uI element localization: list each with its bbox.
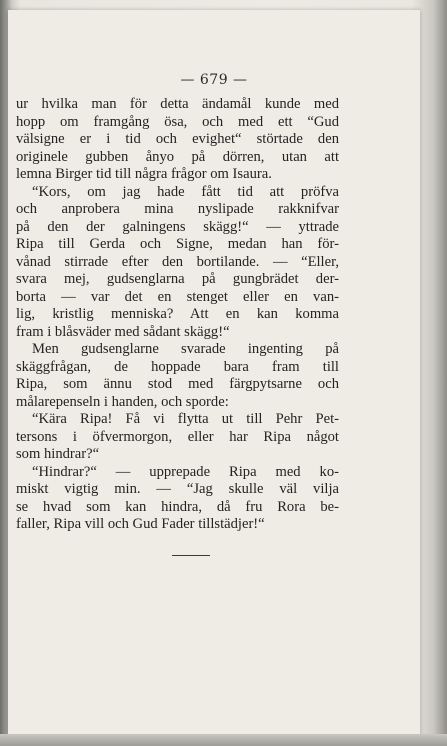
- text-line: målarepenseln i handen, och sporde:: [16, 393, 229, 410]
- text-line: borta — var det en stenget eller en van-: [16, 288, 339, 305]
- text-line: lemna Birger tid till några frågor om Isaura.: [16, 166, 272, 182]
- body-text: [16, 96, 339, 534]
- text-line: som hindrar?“: [16, 446, 100, 462]
- page-sheet: [8, 10, 420, 736]
- text-line: miskt vigtig min. — “Jag skulle väl vilja: [16, 481, 339, 497]
- text-line: “Kära Ripa! Få vi flytta ut till Pehr Pet-: [32, 411, 339, 427]
- text-line: på den der galningens skägg!“ — yttrade: [16, 218, 339, 235]
- text-line: fram i blåsväder med sådant skägg!“: [16, 323, 230, 340]
- text-line: originele gubben ånyo på dörren, utan att: [16, 148, 339, 165]
- text-line: “Kors, om jag hade fått tid att pröfva: [32, 183, 339, 200]
- scan-bottom-edge: [0, 734, 447, 746]
- text-line: svara mej, gudsenglarna på gungbrädet der-: [16, 271, 339, 287]
- text-line: Men gudsenglarne svarade ingenting på: [32, 341, 339, 357]
- text-line: vånad stirrade efter den bortilande. — “Eller,: [16, 253, 339, 270]
- text-line: välsigne er i tid och evighet“ störtade den: [16, 131, 339, 147]
- text-line: och anprobera mina nyslipade rakknifvar: [16, 201, 339, 217]
- text-line: Ripa, som ännu stod med färgpytsarne och: [16, 376, 339, 392]
- text-line: ur hvilka man för detta ändamål kunde med: [16, 96, 339, 112]
- text-line: “Hindrar?“ — upprepade Ripa med ko-: [32, 463, 339, 480]
- text-line: tersons i öfvermorgon, eller har Ripa något: [16, 428, 339, 445]
- text-line: hopp om framgång ösa, och med ett “Gud: [16, 113, 339, 130]
- text-line: skäggfrågan, de hoppade bara fram till: [16, 358, 339, 375]
- text-line: lig, kristlig menniska? Att en kan komma: [16, 306, 339, 322]
- text-line: se hvad som kan hindra, då fru Rora be-: [16, 498, 339, 515]
- text-line: faller, Ripa vill och Gud Fader tillstädjer!“: [16, 516, 265, 532]
- section-separator: [172, 555, 210, 556]
- page-number: — 679 —: [180, 72, 248, 88]
- text-line: Ripa till Gerda och Signe, medan han för-: [16, 236, 339, 252]
